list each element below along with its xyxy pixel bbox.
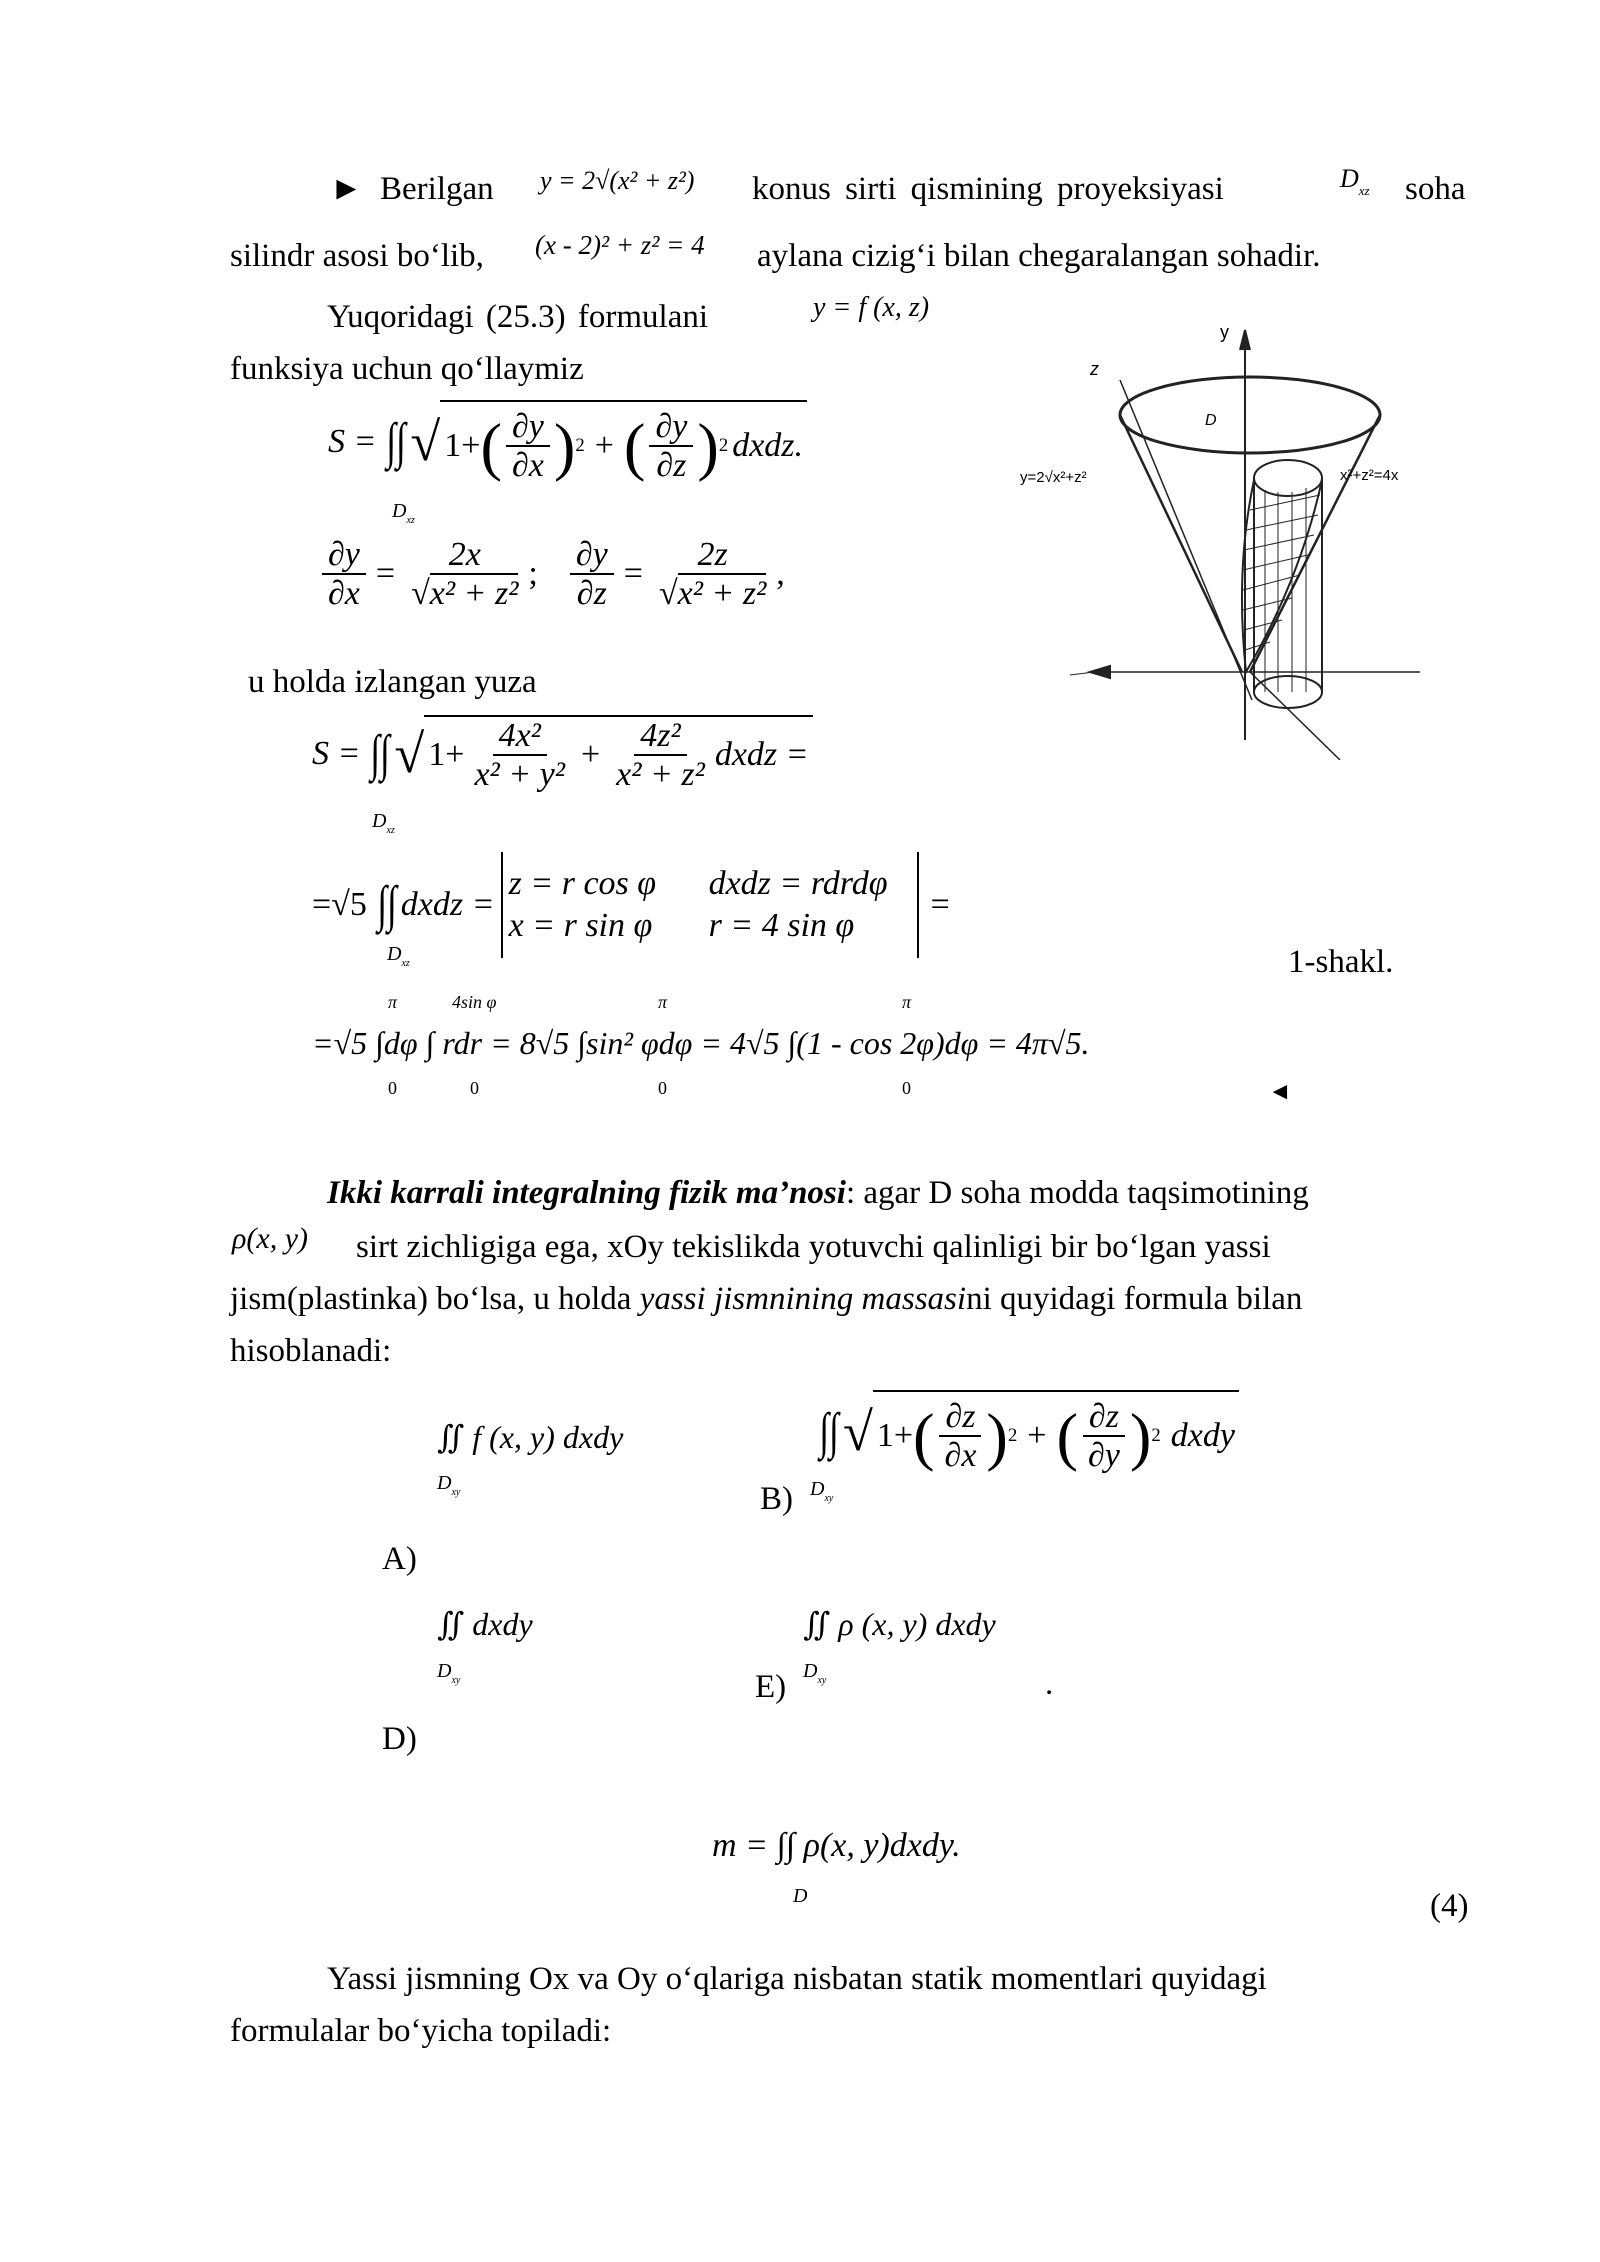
para4-line2: formulalar bo‘yicha topiladi: [230, 2013, 612, 2049]
para3-line4: hisoblanadi: [230, 1333, 392, 1369]
formula-derivatives: $\frac{\partial y}{\partial x}$ = $\frac{2x}{\text{√x² + z²}}$ ; $\frac{\partial y}{\partial z}$ = $\frac{2z}{\text{√x² + z²}}$ , [318, 536, 785, 613]
formula-S1: S = ∫∫ √ 1+ ( $\frac{\partial y}{\partial x}$ ) 2 + ( $\frac{\partial y}{\partial z}$ ) 2 dxdz. [328, 400, 807, 485]
S1-subscript: $D_{xz}$ [392, 500, 415, 526]
option-E-label[interactable]: E) [755, 1669, 787, 1705]
figure-label-circle-eq: x²+z²=4x [1340, 467, 1399, 484]
formula-S3: =√5 ∫∫ dxdz = z = r cos φ dxdz = rdrdφ x = r sin φ r = 4 sin φ = [312, 852, 950, 958]
limit-upper-3: π [658, 992, 668, 1012]
func-formula: y = f (x, z) [813, 292, 930, 323]
formula-S4: =√5 ∫dφ ∫ rdr = 8√5 ∫sin² φdφ = 4√5 ∫(1 - cos 2φ)dφ = 4π√5. [312, 1025, 1090, 1061]
option-D-label[interactable]: D) [382, 1721, 417, 1757]
limit-lower-4: 0 [902, 1078, 911, 1098]
equation-number: (4) [1430, 1888, 1469, 1924]
limit-lower-1: 0 [388, 1078, 397, 1098]
para1-mid: konus sirti qismining proyeksiyasi [752, 171, 1224, 207]
option-A-sub: $D_{xy}$ [437, 1472, 461, 1498]
limit-upper-4: π [902, 992, 912, 1012]
formula-cone: y = 2√(x² + z²) [540, 166, 695, 195]
limit-upper-1: π [388, 992, 398, 1012]
option-E-sub: $D_{xy}$ [803, 1660, 827, 1686]
S3-subscript: $D_{xz}$ [387, 943, 410, 969]
figure-cone [1010, 320, 1440, 760]
mass-formula: m = ∫∫ ρ(x, y)dxdy. [712, 1827, 961, 1864]
para2-line1: Yuqoridagi (25.3) formulani [327, 299, 709, 335]
para1-line2a: silindr asosi bo‘lib, [230, 238, 484, 274]
para2-line2: funksiya uchun qo‘llaymiz [230, 351, 584, 387]
arrow-icon: ► [330, 171, 363, 207]
end-marker: ◄ [1268, 1079, 1292, 1105]
option-D-formula: ∬ dxdy [437, 1606, 533, 1642]
limit-lower-2: 0 [470, 1078, 479, 1098]
figure-label-cone-eq: y=2√x²+z² [1020, 469, 1087, 486]
option-E-formula: ∬ ρ (x, y) dxdy [803, 1606, 996, 1642]
para1-line2b: aylana cizig‘i bilan chegaralangan sohadir. [757, 238, 1321, 274]
para1-word: Berilgan [380, 171, 494, 207]
figure-label-D: D [1205, 412, 1217, 429]
option-E-dot: . [1045, 1666, 1054, 1702]
formula-S2: S = ∫∫ √ 1+ $\frac{\text{4x²}}{\text{x² + y²}}$ + $\frac{\text{4z²}}{\text{x² + z²}}$ dxdz = [312, 715, 813, 794]
mass-sub: D [793, 1885, 808, 1907]
domain-D: $D_{xz}$ [1340, 164, 1370, 198]
S2-subscript: $D_{xz}$ [372, 810, 395, 836]
figure-label-y: y [1220, 322, 1229, 342]
option-D-sub: $D_{xy}$ [437, 1660, 461, 1686]
para3-line2: sirt zichligiga ega, xOy tekislikda yotuvchi qalinligi bir bo‘lgan yassi [356, 1229, 1271, 1265]
option-A-label[interactable]: A) [382, 1541, 417, 1577]
izlangan-text: u holda izlangan yuza [248, 664, 537, 700]
option-B-formula: ∫∫ √ 1+ ( $\frac{\partial z}{\partial x}$ ) 2 + ( $\frac{\partial z}{\partial y}$ ) 2 dxdy [815, 1390, 1239, 1475]
figure-label-z: z [1090, 359, 1099, 379]
para3-line1: Ikki karrali integralning fizik ma’nosi: agar D soha modda taqsimotining [327, 1175, 1309, 1211]
option-A-formula: ∬ f (x, y) dxdy [437, 1419, 624, 1455]
para4-line1: Yassi jismning Ox va Oy o‘qlariga nisbatan statik momentlari quyidagi [327, 1961, 1267, 1997]
limit-lower-3: 0 [658, 1078, 667, 1098]
figure-caption: 1-shakl. [1288, 944, 1394, 980]
rho-xy: ρ(x, y) [232, 1222, 309, 1255]
limit-upper-2: 4sin φ [452, 992, 497, 1012]
option-B-label[interactable]: B) [760, 1481, 793, 1517]
para3-line3: jism(plastinka) bo‘lsa, u holda yassi jismnining massasini quyidagi formula bilan [230, 1281, 1303, 1317]
play-marker [330, 170, 363, 210]
para1-soha: soha [1405, 171, 1466, 207]
option-B-sub: $D_{xy}$ [810, 1478, 834, 1504]
circle-equation: (x - 2)² + z² = 4 [535, 230, 705, 260]
